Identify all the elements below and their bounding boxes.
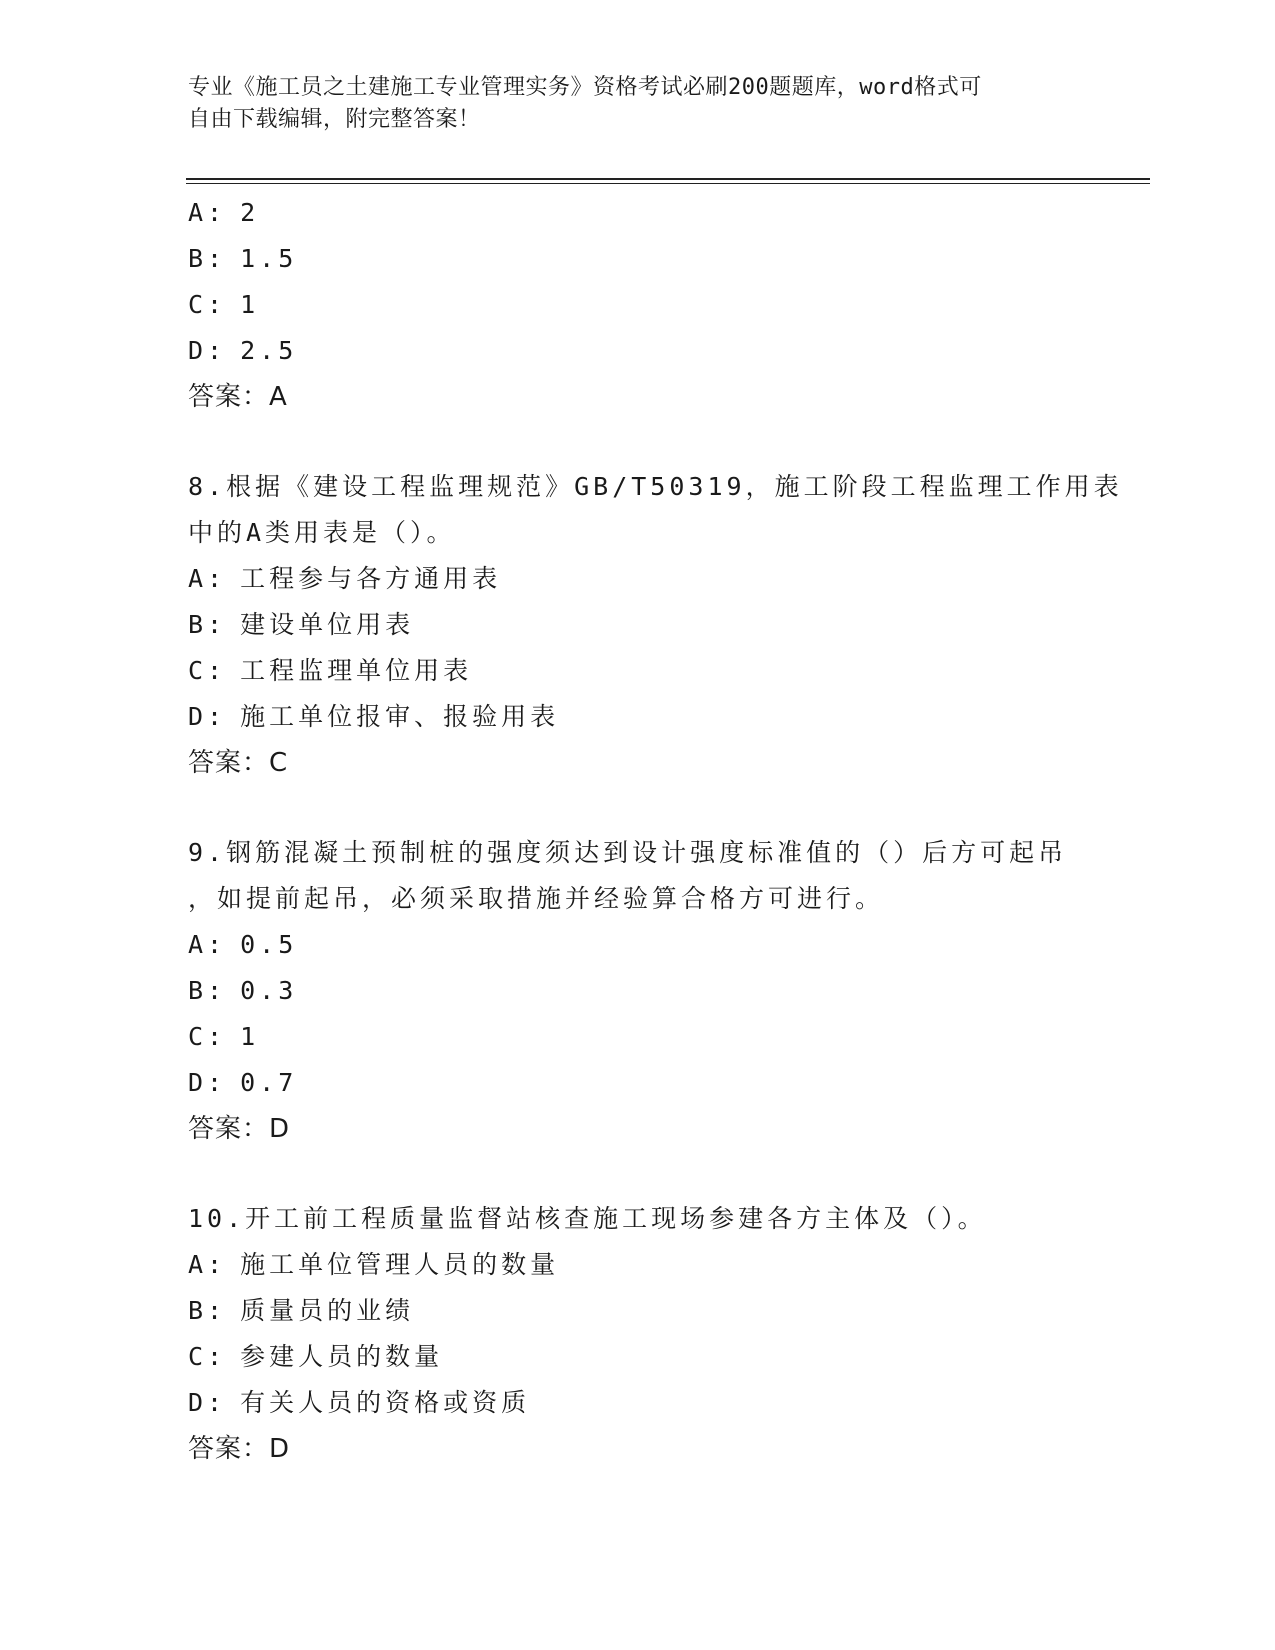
answer-line: 答案：D (188, 1434, 291, 1464)
option-b: B: 1.5 (188, 244, 298, 273)
spacer (188, 1152, 1088, 1196)
option-c: C: 工程监理单位用表 (188, 656, 473, 685)
question-block-8 (188, 464, 1123, 786)
question-text: ，如提前起吊，必须采取措施并经验算合格方可进行。 (188, 884, 885, 913)
answer-line: 答案：A (188, 382, 288, 412)
option-a: A: 2 (188, 198, 260, 227)
option-d: D: 2.5 (188, 336, 298, 365)
option-d: D: 施工单位报审、报验用表 (188, 702, 560, 731)
option-d: D: 有关人员的资格或资质 (188, 1388, 531, 1417)
question-text: 8.根据《建设工程监理规范》GB/T50319，施工阶段工程监理工作用表 (188, 472, 1123, 501)
question-list (188, 190, 1123, 1472)
option-a: A: 工程参与各方通用表 (188, 564, 502, 593)
header-line-2: 自由下载编辑，附完整答案！ (188, 107, 481, 132)
option-c: C: 1 (188, 1022, 260, 1051)
header-divider-thin (186, 183, 1150, 184)
header-line-1: 专业《施工员之土建施工专业管理实务》资格考试必刷200题题库，word格式可 (188, 75, 982, 100)
option-c: C: 参建人员的数量 (188, 1342, 444, 1371)
document-header (188, 72, 1068, 136)
question-block-9 (188, 830, 1088, 1152)
question-text: 中的A类用表是（）。 (188, 518, 456, 547)
spacer (188, 786, 1088, 830)
option-b: B: 0.3 (188, 976, 298, 1005)
spacer (188, 420, 1088, 464)
option-a: A: 施工单位管理人员的数量 (188, 1250, 560, 1279)
option-b: B: 质量员的业绩 (188, 1296, 415, 1325)
answer-line: 答案：C (188, 748, 289, 778)
question-block-prev (188, 190, 1088, 420)
option-a: A: 0.5 (188, 930, 298, 959)
answer-line: 答案：D (188, 1114, 291, 1144)
question-text: 9.钢筋混凝土预制桩的强度须达到设计强度标准值的（）后方可起吊 (188, 838, 1068, 867)
option-d: D: 0.7 (188, 1068, 298, 1097)
question-text: 10.开工前工程质量监督站核查施工现场参建各方主体及（）。 (188, 1204, 987, 1233)
option-b: B: 建设单位用表 (188, 610, 415, 639)
option-c: C: 1 (188, 290, 260, 319)
header-divider-thick (186, 178, 1150, 180)
question-block-10 (188, 1196, 1088, 1472)
